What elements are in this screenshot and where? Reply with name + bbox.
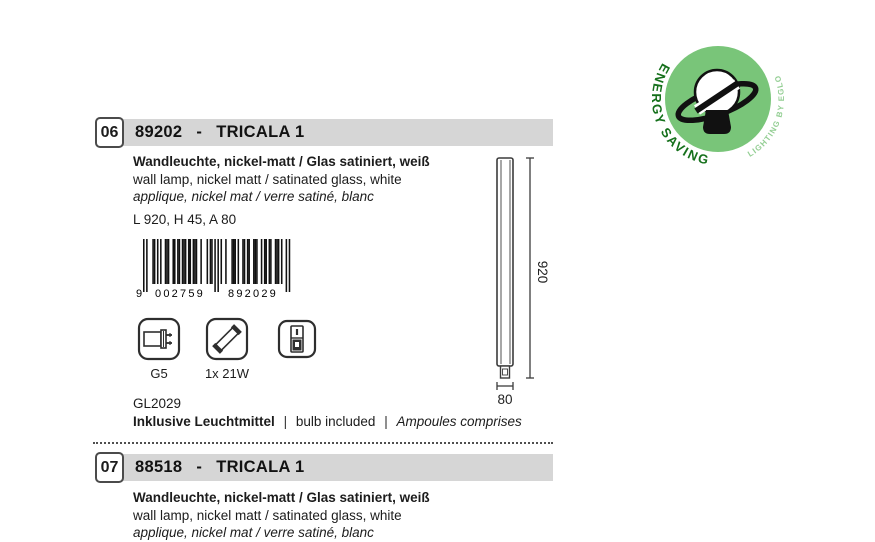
height-dimension-label: 920 (535, 260, 550, 284)
product-index-badge (95, 117, 124, 148)
bulb-included-line (133, 414, 522, 429)
barcode-left-digits: 002759 (155, 288, 205, 300)
product-index-badge (95, 452, 124, 483)
glass-code: GL2029 (133, 396, 182, 411)
included-separator: | (283, 414, 288, 429)
included-french: Ampoules comprises (396, 414, 522, 429)
product-index: 07 (100, 458, 119, 476)
product-description (133, 153, 430, 206)
product-header (119, 454, 553, 481)
article-number: 89202 (135, 123, 183, 141)
description-french: applique, nickel mat / verre satiné, blanc (133, 525, 374, 540)
barcode-right-digits: 892029 (228, 288, 278, 300)
barcode-lead-digit: 9 (136, 288, 143, 300)
included-german: Inklusive Leuchtmittel (133, 414, 275, 429)
badge-arc-left-text: ENERGY SAVING (648, 61, 712, 168)
product-index: 06 (100, 123, 119, 141)
badge-arc-right-text: LIGHTING BY EGLO (746, 73, 787, 159)
socket-label: G5 (150, 366, 168, 381)
dotted-separator (93, 442, 553, 444)
header-dash: - (196, 123, 203, 141)
ean13-barcode (133, 238, 293, 300)
switch-icon (277, 319, 317, 359)
socket-g5-icon (137, 317, 181, 361)
product-description (133, 489, 430, 542)
header-dash: - (196, 458, 203, 476)
bulb-base (703, 110, 731, 134)
width-dimension-label: 80 (497, 392, 513, 407)
article-number: 88518 (135, 458, 183, 476)
fluorescent-tube-icon (205, 317, 249, 361)
lamp-technical-drawing (486, 150, 570, 418)
product-header (119, 119, 553, 146)
energy-saving-badge (636, 18, 801, 183)
description-german: Wandleuchte, nickel-matt / Glas satiniert, weiß (133, 490, 430, 505)
description-french: applique, nickel mat / verre satiné, blanc (133, 189, 374, 204)
included-english: bulb included (295, 414, 376, 429)
included-separator: | (384, 414, 388, 429)
description-english: wall lamp, nickel matt / satinated glass, white (133, 171, 402, 187)
description-english: wall lamp, nickel matt / satinated glass, white (133, 507, 402, 523)
bulb-wattage-label: 1x 21W (204, 366, 250, 381)
product-name: TRICALA 1 (216, 458, 305, 476)
dimensions-text: L 920, H 45, A 80 (133, 212, 237, 227)
product-name: TRICALA 1 (216, 123, 305, 141)
lamp-tube (497, 158, 513, 366)
description-german: Wandleuchte, nickel-matt / Glas satiniert, weiß (133, 154, 430, 169)
